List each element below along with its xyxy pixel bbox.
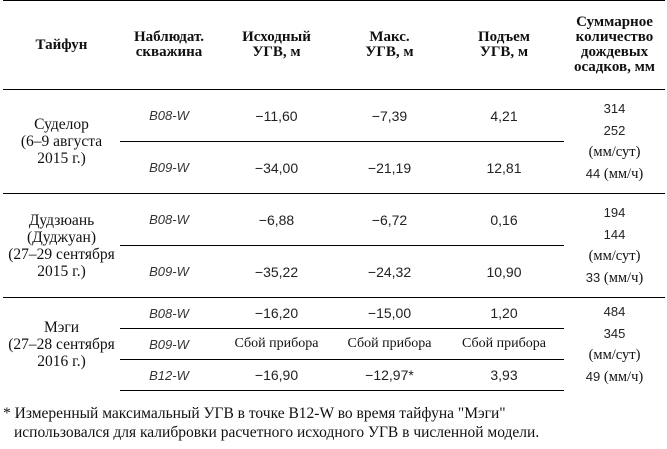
typhoon-name: Мэги (27–28 сентября 2016 г.) <box>3 298 120 391</box>
level-rise: 0,16 <box>444 194 564 246</box>
header-well: Наблюдат. скважина <box>120 1 218 90</box>
max-level: −7,39 <box>335 90 444 142</box>
max-level: −12,97* <box>335 360 444 391</box>
header-rise: Подъем УГВ, м <box>444 1 564 90</box>
max-level: −6,72 <box>335 194 444 246</box>
well-id: B09-W <box>120 329 218 360</box>
initial-level: −35,22 <box>218 246 335 298</box>
initial-level: −34,00 <box>218 142 335 194</box>
header-row <box>3 1 665 90</box>
well-id: B12-W <box>120 360 218 391</box>
header-rainfall: Суммарное количество дождевых осадков, мм <box>564 1 665 90</box>
level-rise: 3,93 <box>444 360 564 391</box>
well-id: B08-W <box>120 194 218 246</box>
initial-level: −6,88 <box>218 194 335 246</box>
well-id: B08-W <box>120 90 218 142</box>
level-rise: 12,81 <box>444 142 564 194</box>
level-rise: 10,90 <box>444 246 564 298</box>
typhoon-groundwater-table <box>3 0 665 391</box>
initial-level: Сбой прибора <box>218 329 335 360</box>
header-initial-level: Исходный УГВ, м <box>218 1 335 90</box>
header-max-level: Макс. УГВ, м <box>335 1 444 90</box>
max-level: −15,00 <box>335 298 444 329</box>
level-rise: Сбой прибора <box>444 329 564 360</box>
rainfall-cell: 484 345 (мм/сут) 49 (мм/ч) <box>564 298 665 391</box>
level-rise: 1,20 <box>444 298 564 329</box>
level-rise: 4,21 <box>444 90 564 142</box>
rainfall-cell: 314 252 (мм/сут) 44 (мм/ч) <box>564 90 665 194</box>
footnote-line: * Измеренный максимальный УГВ в точке B12-W во время тайфуна "Мэги" <box>3 405 506 422</box>
max-level: −21,19 <box>335 142 444 194</box>
rainfall-cell: 194 144 (мм/сут) 33 (мм/ч) <box>564 194 665 298</box>
footnote-line: использовался для калибровки расчетного исходного УГВ в численной модели. <box>14 424 540 441</box>
initial-level: −11,60 <box>218 90 335 142</box>
initial-level: −16,20 <box>218 298 335 329</box>
typhoon-name: Дудзюань (Дуджуан) (27–29 сентября 2015 г.) <box>3 194 120 298</box>
well-id: B08-W <box>120 298 218 329</box>
header-typhoon: Тайфун <box>3 1 120 90</box>
well-id: B09-W <box>120 142 218 194</box>
table-row <box>3 194 665 246</box>
table-row <box>3 298 665 329</box>
typhoon-name: Суделор (6–9 августа 2015 г.) <box>3 90 120 194</box>
initial-level: −16,90 <box>218 360 335 391</box>
table-row <box>3 90 665 142</box>
max-level: −24,32 <box>335 246 444 298</box>
footnote <box>3 404 667 442</box>
well-id: B09-W <box>120 246 218 298</box>
max-level: Сбой прибора <box>335 329 444 360</box>
